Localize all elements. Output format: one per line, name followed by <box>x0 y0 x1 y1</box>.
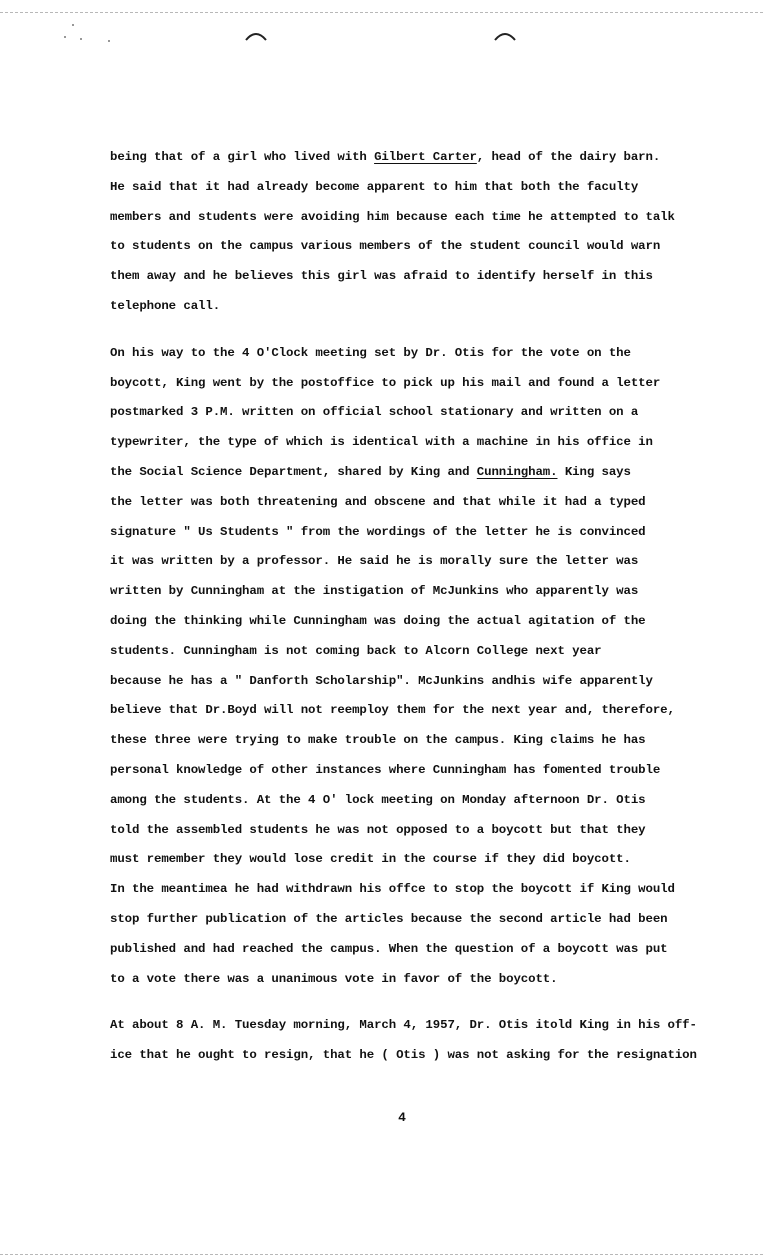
text-run: the Social Science Department, shared by King and <box>110 464 477 479</box>
text-line <box>110 458 710 488</box>
text-run: doing the thinking while Cunningham was doing the actual agitation of the <box>110 613 646 628</box>
text-line <box>110 369 710 399</box>
text-line <box>110 262 710 292</box>
binder-hole-mark-left <box>245 30 267 42</box>
text-line <box>110 203 710 233</box>
text-line <box>110 339 710 369</box>
bottom-page-edge <box>0 1254 763 1255</box>
scan-specks <box>62 22 122 52</box>
paragraph-gap <box>110 994 710 1011</box>
text-line <box>110 756 710 786</box>
text-line <box>110 845 710 875</box>
text-run: written by Cunningham at the instigation of McJunkins who apparently was <box>110 584 639 599</box>
text-line <box>110 232 710 262</box>
text-run: In the meantimea he had withdrawn his offce to stop the boycott if King would <box>110 882 675 897</box>
text-run: On his way to the 4 O'Clock meeting set by Dr. Otis for the vote on the <box>110 345 631 360</box>
text-line <box>110 816 710 846</box>
text-run: King says <box>557 464 631 479</box>
text-run: stop further publication of the articles because the second article had been <box>110 911 668 926</box>
text-run: to a vote there was a unanimous vote in favor of the boycott. <box>110 971 558 986</box>
text-line <box>110 965 710 995</box>
underlined-name: Gilbert Carter <box>374 150 477 164</box>
text-run: among the students. At the 4 O' lock meeting on Monday afternoon Dr. Otis <box>110 792 646 807</box>
text-run: being that of a girl who lived with <box>110 150 375 164</box>
text-run: , head of the dairy barn. <box>476 150 661 164</box>
text-run: to students on the campus various members of the student council would warn <box>110 239 661 254</box>
text-run: these three were trying to make trouble on the campus. King claims he has <box>110 733 646 748</box>
text-run: the letter was both threatening and obscene and that while it had a typed <box>110 494 646 509</box>
text-run: published and had reached the campus. When the question of a boycott was put <box>110 941 668 956</box>
text-run: ice that he ought to resign, that he ( Otis ) was not asking for the resignation <box>110 1048 697 1063</box>
text-line <box>110 607 710 637</box>
text-line <box>110 905 710 935</box>
text-run: postmarked 3 P.M. written on official school stationary and written on a <box>110 405 639 420</box>
text-line <box>110 667 710 697</box>
text-line <box>110 637 710 667</box>
text-run: typewriter, the type of which is identical with a machine in his office in <box>110 435 653 450</box>
text-line <box>110 577 710 607</box>
text-run: it was written by a professor. He said he is morally sure the letter was <box>110 554 639 569</box>
binder-hole-mark-right <box>494 30 516 42</box>
text-line <box>110 173 710 203</box>
text-run: boycott, King went by the postoffice to pick up his mail and found a letter <box>110 375 661 390</box>
text-line <box>110 1011 710 1041</box>
text-line <box>110 488 710 518</box>
text-line <box>110 398 710 428</box>
text-line <box>110 726 710 756</box>
text-run: members and students were avoiding him because each time he attempted to talk <box>110 209 675 224</box>
text-line <box>110 696 710 726</box>
text-line <box>110 935 710 965</box>
paragraph-gap <box>110 322 710 339</box>
text-run: He said that it had already become apparent to him that both the faculty <box>110 179 639 194</box>
underlined-name: Cunningham. <box>476 464 558 479</box>
page-number: 4 <box>398 1110 406 1125</box>
text-line <box>110 518 710 548</box>
text-run: personal knowledge of other instances where Cunningham has fomented trouble <box>110 762 661 777</box>
text-run: signature " Us Students " from the wordings of the letter he is convinced <box>110 524 646 539</box>
top-page-edge <box>0 12 763 13</box>
text-run: them away and he believes this girl was afraid to identify herself in this <box>110 269 653 284</box>
text-line <box>110 1041 710 1071</box>
text-line <box>110 875 710 905</box>
text-run: because he has a " Danforth Scholarship". McJunkins andhis wife apparently <box>110 673 653 688</box>
typed-body-text <box>110 143 710 1071</box>
text-line <box>110 786 710 816</box>
text-run: telephone call. <box>110 298 221 313</box>
text-line <box>110 547 710 577</box>
text-run: told the assembled students he was not opposed to a boycott but that they <box>110 822 646 837</box>
text-run: must remember they would lose credit in the course if they did boycott. <box>110 852 631 867</box>
text-line <box>110 292 710 322</box>
text-run: believe that Dr.Boyd will not reemploy them for the next year and, therefore, <box>110 703 675 718</box>
text-line <box>110 428 710 458</box>
text-run: At about 8 A. M. Tuesday morning, March 4, 1957, Dr. Otis itold King in his off- <box>110 1018 697 1033</box>
text-line <box>110 143 710 173</box>
text-run: students. Cunningham is not coming back to Alcorn College next year <box>110 643 602 658</box>
